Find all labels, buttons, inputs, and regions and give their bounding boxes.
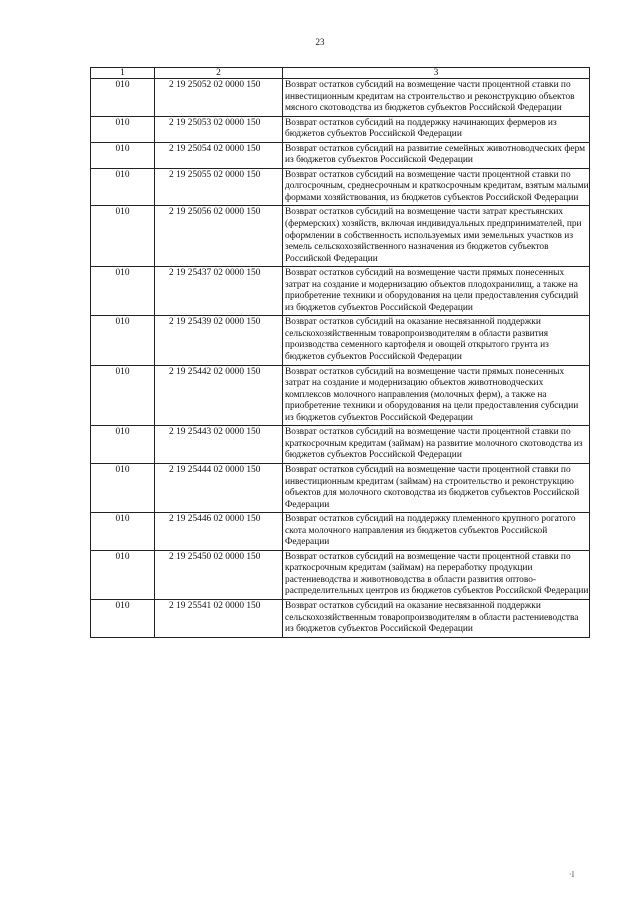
kbk-code-cell: 2 19 25443 02 0000 150 — [155, 426, 283, 464]
admin-code-cell: 010 — [91, 168, 155, 206]
kbk-code-cell: 2 19 25054 02 0000 150 — [155, 142, 283, 168]
description-cell: Возврат остатков субсидий на возмещение части прямых понесенных затрат на создание и модернизацию объектов животноводческих комплексов молочного направления (молочных ферм), а также на приобретение техники и оборудования на цели предоставления субсидии из бюджетов субъектов Российской Федерации — [283, 365, 590, 426]
table-row — [91, 116, 590, 142]
admin-code-cell: 010 — [91, 513, 155, 551]
kbk-code-cell: 2 19 25055 02 0000 150 — [155, 168, 283, 206]
description-cell: Возврат остатков субсидий на оказание несвязанной поддержки сельскохозяйственным товаропроизводителям в области растениеводства из бюджетов субъектов Российской Федерации — [283, 599, 590, 637]
table-row — [91, 463, 590, 512]
kbk-table — [90, 67, 590, 638]
table-row — [91, 316, 590, 365]
table-header-row — [91, 68, 590, 79]
admin-code-cell: 010 — [91, 267, 155, 316]
admin-code-cell: 010 — [91, 142, 155, 168]
table-row — [91, 206, 590, 267]
kbk-code-cell: 2 19 25442 02 0000 150 — [155, 365, 283, 426]
description-cell: Возврат остатков субсидий на возмещение части процентной ставки по краткосрочным кредитам (займам) на переработку продукции растениеводства и животноводства в области развития оптово-распределительных центров из бюджетов субъектов Российской Федерации — [283, 550, 590, 599]
admin-code-cell: 010 — [91, 79, 155, 117]
admin-code-cell: 010 — [91, 206, 155, 267]
kbk-code-cell: 2 19 25439 02 0000 150 — [155, 316, 283, 365]
description-cell: Возврат остатков субсидий на поддержку племенного крупного рогатого скота молочного направления из бюджетов субъектов Российской Федерации — [283, 513, 590, 551]
admin-code-cell: 010 — [91, 599, 155, 637]
table-row — [91, 426, 590, 464]
description-cell: Возврат остатков субсидий на поддержку начинающих фермеров из бюджетов субъектов Российской Федерации — [283, 116, 590, 142]
table-row — [91, 365, 590, 426]
column-header-1: 1 — [91, 68, 155, 79]
admin-code-cell: 010 — [91, 316, 155, 365]
admin-code-cell: 010 — [91, 116, 155, 142]
description-cell: Возврат остатков субсидий на возмещение части процентной ставки по инвестиционным кредитам (займам) на строительство и реконструкцию объектов для молочного скотоводства из бюджетов субъектов Российской Федерации — [283, 463, 590, 512]
description-cell: Возврат остатков субсидий на возмещение части процентной ставки по долгосрочным, среднесрочным и краткосрочным кредитам, взятым малыми формами хозяйствования, из бюджетов субъектов Российской Федерации — [283, 168, 590, 206]
description-cell: Возврат остатков субсидий на оказание несвязанной поддержки сельскохозяйственным товаропроизводителям в области развития производства семенного картофеля и овощей открытого грунта из бюджетов субъектов Российской Федерации — [283, 316, 590, 365]
kbk-code-cell: 2 19 25052 02 0000 150 — [155, 79, 283, 117]
table-row — [91, 599, 590, 637]
kbk-code-cell: 2 19 25450 02 0000 150 — [155, 550, 283, 599]
kbk-code-cell: 2 19 25446 02 0000 150 — [155, 513, 283, 551]
table-body — [91, 79, 590, 638]
description-cell: Возврат остатков субсидий на возмещение части прямых понесенных затрат на создание и модернизацию объектов плодохранилищ, а также на приобретение техники и оборудования на цели предоставления субсидий из бюджетов субъектов Российской Федерации — [283, 267, 590, 316]
admin-code-cell: 010 — [91, 426, 155, 464]
table-row — [91, 513, 590, 551]
description-cell: Возврат остатков субсидий на возмещение части затрат крестьянских (фермерских) хозяйств, включая индивидуальных предпринимателей, при оформлении в собственность используемых ими земельных участков из земель сельскохозяйственного назначения из бюджетов субъектов Российской Федерации — [283, 206, 590, 267]
description-cell: Возврат остатков субсидий на возмещение части процентной ставки по инвестиционным кредитам на строительство и реконструкцию объектов мясного скотоводства из бюджетов субъектов Российской Федерации — [283, 79, 590, 117]
table-row — [91, 550, 590, 599]
table-row — [91, 267, 590, 316]
description-cell: Возврат остатков субсидий на развитие семейных животноводческих ферм из бюджетов субъектов Российской Федерации — [283, 142, 590, 168]
kbk-code-cell: 2 19 25444 02 0000 150 — [155, 463, 283, 512]
kbk-code-cell: 2 19 25541 02 0000 150 — [155, 599, 283, 637]
corner-mark: ·I — [569, 870, 575, 879]
admin-code-cell: 010 — [91, 550, 155, 599]
description-cell: Возврат остатков субсидий на возмещение части процентной ставки по краткосрочным кредитам (займам) на развитие молочного скотоводства из бюджетов субъектов Российской Федерации — [283, 426, 590, 464]
kbk-code-cell: 2 19 25056 02 0000 150 — [155, 206, 283, 267]
admin-code-cell: 010 — [91, 463, 155, 512]
kbk-code-cell: 2 19 25437 02 0000 150 — [155, 267, 283, 316]
kbk-code-cell: 2 19 25053 02 0000 150 — [155, 116, 283, 142]
table-row — [91, 142, 590, 168]
page-number: 23 — [315, 37, 325, 47]
admin-code-cell: 010 — [91, 365, 155, 426]
column-header-2: 2 — [155, 68, 283, 79]
column-header-3: 3 — [283, 68, 590, 79]
table-row — [91, 79, 590, 117]
table-row — [91, 168, 590, 206]
